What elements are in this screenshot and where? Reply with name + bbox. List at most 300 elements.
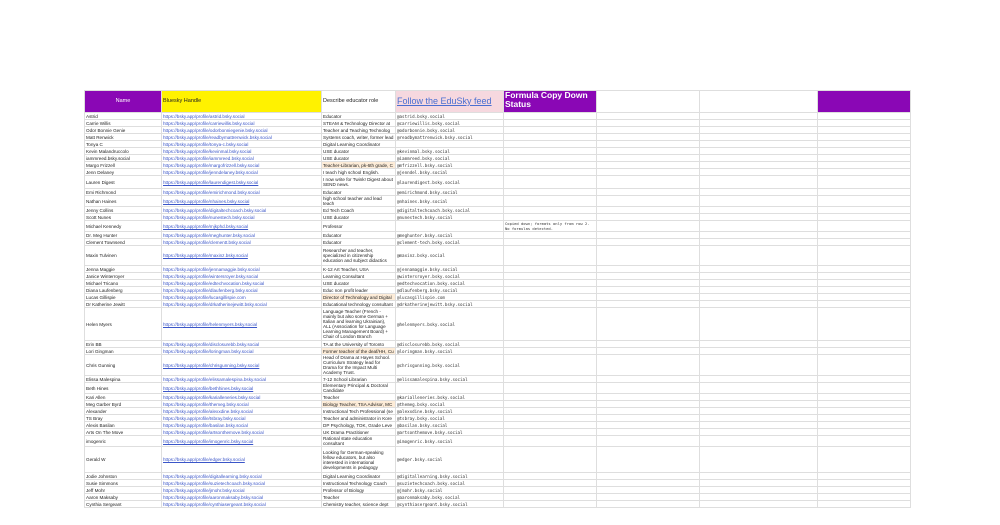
handle-link-cell[interactable]: https://bsky.app/profile/astrid.bsky.social: [162, 113, 322, 120]
formula-status-cell[interactable]: [504, 487, 597, 494]
empty-cell[interactable]: [818, 214, 911, 221]
role-cell[interactable]: Digital Learning Coordinator: [322, 141, 396, 148]
feed-handle-cell[interactable]: @jennamaggie.bsky.social: [396, 266, 504, 273]
empty-cell[interactable]: [700, 494, 818, 501]
handle-link-cell[interactable]: https://bsky.app/profile/dlaufenberg.bsky.social: [162, 287, 322, 294]
name-cell[interactable]: Lauren Digest: [85, 176, 162, 189]
empty-cell[interactable]: [818, 162, 911, 169]
feed-handle-cell[interactable]: @readbymattrenwick.bsky.social: [396, 134, 504, 141]
feed-handle-cell[interactable]: [396, 221, 504, 232]
formula-status-cell[interactable]: [504, 246, 597, 266]
handle-link-cell[interactable]: https://bsky.app/profile/jenndelaney.bsky.social: [162, 169, 322, 176]
empty-cell[interactable]: [818, 501, 911, 508]
formula-status-cell[interactable]: [504, 207, 597, 214]
empty-cell[interactable]: [700, 301, 818, 308]
handle-link-cell[interactable]: https://bsky.app/profile/tonya-c.bsky.social: [162, 141, 322, 148]
role-cell[interactable]: Learning Consultant: [322, 273, 396, 280]
empty-cell[interactable]: [818, 287, 911, 294]
formula-status-cell[interactable]: [504, 232, 597, 239]
empty-cell[interactable]: [597, 280, 700, 287]
name-cell[interactable]: Chris Gunning: [85, 355, 162, 376]
name-cell[interactable]: iammreed.bsky.social: [85, 155, 162, 162]
name-cell[interactable]: Gerald W: [85, 447, 162, 473]
empty-cell[interactable]: [700, 169, 818, 176]
formula-status-cell[interactable]: Copied down; formats only from row 2. No formulas detected.: [504, 221, 597, 232]
formula-status-cell[interactable]: [504, 401, 597, 408]
role-cell[interactable]: Teacher and administrator in Kore: [322, 415, 396, 422]
formula-status-cell[interactable]: [504, 176, 597, 189]
empty-cell[interactable]: [700, 266, 818, 273]
name-cell[interactable]: Alexander: [85, 408, 162, 415]
empty-cell[interactable]: [818, 383, 911, 394]
name-cell[interactable]: Erin BB: [85, 341, 162, 348]
handle-link-cell[interactable]: https://bsky.app/profile/alexxdine.bsky.social: [162, 408, 322, 415]
name-cell[interactable]: Dr. Meg Hunter: [85, 232, 162, 239]
empty-cell[interactable]: [597, 155, 700, 162]
empty-cell[interactable]: [597, 341, 700, 348]
handle-link-cell[interactable]: https://bsky.app/profile/artsonthemove.bsky.social: [162, 429, 322, 436]
empty-cell[interactable]: [818, 127, 911, 134]
empty-cell[interactable]: [700, 447, 818, 473]
formula-status-cell[interactable]: [504, 196, 597, 207]
empty-cell[interactable]: [818, 169, 911, 176]
empty-cell[interactable]: [700, 383, 818, 394]
formula-status-cell[interactable]: [504, 376, 597, 383]
empty-cell[interactable]: [818, 120, 911, 127]
empty-cell[interactable]: [597, 196, 700, 207]
name-cell[interactable]: Maxin Tulvinen: [85, 246, 162, 266]
empty-cell[interactable]: [818, 301, 911, 308]
empty-cell[interactable]: [597, 266, 700, 273]
feed-handle-cell[interactable]: @loringman.bsky.social: [396, 348, 504, 355]
empty-cell[interactable]: [597, 401, 700, 408]
name-cell[interactable]: Scott Nunes: [85, 214, 162, 221]
handle-link-cell[interactable]: https://bsky.app/profile/digitaltechcoach.bsky.social: [162, 207, 322, 214]
role-cell[interactable]: Instructional Technology Coach: [322, 480, 396, 487]
name-cell[interactable]: imogenric: [85, 436, 162, 447]
role-cell[interactable]: Teacher-Librarian, pk-6th grade, C: [322, 162, 396, 169]
header-empty-cell[interactable]: [597, 91, 700, 113]
empty-cell[interactable]: [700, 162, 818, 169]
empty-cell[interactable]: [700, 221, 818, 232]
empty-cell[interactable]: [597, 494, 700, 501]
empty-cell[interactable]: [597, 113, 700, 120]
name-cell[interactable]: Michael Kennedy: [85, 221, 162, 232]
empty-cell[interactable]: [597, 134, 700, 141]
feed-handle-cell[interactable]: @emirichmond.bsky.social: [396, 189, 504, 196]
formula-status-cell[interactable]: [504, 480, 597, 487]
follow-edusky-feed-link[interactable]: Follow the EduSky feed: [396, 91, 504, 113]
empty-cell[interactable]: [818, 141, 911, 148]
empty-cell[interactable]: [818, 436, 911, 447]
feed-handle-cell[interactable]: @karialleneries.bsky.social: [396, 394, 504, 401]
handle-link-cell[interactable]: https://bsky.app/profile/aaronmaksaby.bsky.social: [162, 494, 322, 501]
feed-handle-cell[interactable]: @elissamalespina.bsky.social: [396, 376, 504, 383]
empty-cell[interactable]: [597, 348, 700, 355]
name-cell[interactable]: Margo Frizzell: [85, 162, 162, 169]
feed-handle-cell[interactable]: @nunestech.bsky.social: [396, 214, 504, 221]
formula-status-cell[interactable]: [504, 473, 597, 480]
empty-cell[interactable]: [818, 196, 911, 207]
name-cell[interactable]: Aaron Maksaby: [85, 494, 162, 501]
role-cell[interactable]: 7-12 School Librarian: [322, 376, 396, 383]
handle-link-cell[interactable]: https://bsky.app/profile/kevinmal.bsky.social: [162, 148, 322, 155]
empty-cell[interactable]: [700, 214, 818, 221]
formula-status-cell[interactable]: [504, 422, 597, 429]
formula-status-cell[interactable]: [504, 113, 597, 120]
role-cell[interactable]: Teacher: [322, 394, 396, 401]
name-cell[interactable]: Arts On The Move: [85, 429, 162, 436]
formula-status-cell[interactable]: [504, 141, 597, 148]
empty-cell[interactable]: [597, 189, 700, 196]
role-cell[interactable]: Looking for German-speaking fellow educators, but also interested in international developments in pedagogy: [322, 447, 396, 473]
handle-link-cell[interactable]: https://bsky.app/profile/meghunter.bsky.social: [162, 232, 322, 239]
handle-link-cell[interactable]: https://bsky.app/profile/mjkphd.bsky.social: [162, 221, 322, 232]
role-cell[interactable]: Educator: [322, 239, 396, 246]
empty-cell[interactable]: [597, 473, 700, 480]
formula-status-cell[interactable]: [504, 127, 597, 134]
empty-cell[interactable]: [818, 415, 911, 422]
empty-cell[interactable]: [700, 196, 818, 207]
role-cell[interactable]: Director of Technology and Digital: [322, 294, 396, 301]
feed-handle-cell[interactable]: @edger.bsky.social: [396, 447, 504, 473]
empty-cell[interactable]: [700, 348, 818, 355]
empty-cell[interactable]: [597, 422, 700, 429]
role-cell[interactable]: Teacher: [322, 494, 396, 501]
formula-status-cell[interactable]: [504, 383, 597, 394]
empty-cell[interactable]: [597, 394, 700, 401]
role-cell[interactable]: Researcher and teacher, specialized in citizenship education and subject didactics: [322, 246, 396, 266]
feed-handle-cell[interactable]: @digitallearning.bsky.social: [396, 473, 504, 480]
empty-cell[interactable]: [597, 169, 700, 176]
feed-handle-cell[interactable]: @odorbonnie.bsky.social: [396, 127, 504, 134]
empty-cell[interactable]: [700, 422, 818, 429]
role-cell[interactable]: USE ducator: [322, 155, 396, 162]
empty-cell[interactable]: [818, 429, 911, 436]
role-cell[interactable]: Teacher and Teaching Technolog: [322, 127, 396, 134]
name-cell[interactable]: Susie Simmons: [85, 480, 162, 487]
handle-link-cell[interactable]: https://bsky.app/profile/maxinz.bsky.social: [162, 246, 322, 266]
handle-link-cell[interactable]: https://bsky.app/profile/karialleneries.bsky.social: [162, 394, 322, 401]
feed-handle-cell[interactable]: @edtechvocation.bsky.social: [396, 280, 504, 287]
handle-link-cell[interactable]: https://bsky.app/profile/nhaines.bsky.social: [162, 196, 322, 207]
role-cell[interactable]: Educator: [322, 232, 396, 239]
formula-status-cell[interactable]: [504, 280, 597, 287]
feed-handle-cell[interactable]: @iammreed.bsky.social: [396, 155, 504, 162]
handle-link-cell[interactable]: https://bsky.app/profile/edger.bsky.social: [162, 447, 322, 473]
formula-status-cell[interactable]: [504, 273, 597, 280]
name-cell[interactable]: Astrid: [85, 113, 162, 120]
empty-cell[interactable]: [700, 341, 818, 348]
feed-handle-cell[interactable]: [396, 383, 504, 394]
empty-cell[interactable]: [818, 246, 911, 266]
empty-cell[interactable]: [700, 207, 818, 214]
name-cell[interactable]: Jenn Delaney: [85, 169, 162, 176]
empty-cell[interactable]: [597, 383, 700, 394]
empty-cell[interactable]: [597, 120, 700, 127]
name-cell[interactable]: Nathan Haines: [85, 196, 162, 207]
formula-status-cell[interactable]: [504, 341, 597, 348]
empty-cell[interactable]: [818, 394, 911, 401]
role-cell[interactable]: Educator: [322, 113, 396, 120]
empty-cell[interactable]: [700, 113, 818, 120]
empty-cell[interactable]: [597, 429, 700, 436]
feed-handle-cell[interactable]: @digitaltechcoach.bsky.social: [396, 207, 504, 214]
empty-cell[interactable]: [597, 214, 700, 221]
empty-cell[interactable]: [818, 273, 911, 280]
formula-status-cell[interactable]: [504, 169, 597, 176]
handle-link-cell[interactable]: https://bsky.app/profile/emirichmond.bsky.social: [162, 189, 322, 196]
feed-handle-cell[interactable]: @themeg.bsky.social: [396, 401, 504, 408]
empty-cell[interactable]: [597, 447, 700, 473]
empty-cell[interactable]: [700, 127, 818, 134]
empty-cell[interactable]: [597, 415, 700, 422]
empty-cell[interactable]: [700, 308, 818, 341]
empty-cell[interactable]: [597, 287, 700, 294]
feed-handle-cell[interactable]: @artsonthemove.bsky.social: [396, 429, 504, 436]
handle-link-cell[interactable]: https://bsky.app/profile/wintersroyer.bsky.social: [162, 273, 322, 280]
role-cell[interactable]: Professor: [322, 221, 396, 232]
feed-handle-cell[interactable]: @suzietechcoach.bsky.social: [396, 480, 504, 487]
role-cell[interactable]: Language Teacher (French - mainly but also some German + Italian and learning Ukrainian), ALL (Association for Language Learning Management Board) + Chair of London Branch: [322, 308, 396, 341]
empty-cell[interactable]: [700, 415, 818, 422]
feed-handle-cell[interactable]: @chrisgunning.bsky.social: [396, 355, 504, 376]
handle-link-cell[interactable]: https://bsky.app/profile/odorbonniegenie.bsky.social: [162, 127, 322, 134]
formula-status-cell[interactable]: [504, 436, 597, 447]
empty-cell[interactable]: [818, 401, 911, 408]
empty-cell[interactable]: [700, 148, 818, 155]
handle-link-cell[interactable]: https://bsky.app/profile/bethhines.bsky.social: [162, 383, 322, 394]
empty-cell[interactable]: [700, 501, 818, 508]
feed-handle-cell[interactable]: @laurendigest.bsky.social: [396, 176, 504, 189]
header-empty-cell[interactable]: [700, 91, 818, 113]
empty-cell[interactable]: [700, 155, 818, 162]
formula-status-cell[interactable]: [504, 189, 597, 196]
feed-handle-cell[interactable]: @clement-tech.bsky.social: [396, 239, 504, 246]
handle-link-cell[interactable]: https://bsky.app/profile/iammreed.bsky.social: [162, 155, 322, 162]
empty-cell[interactable]: [818, 134, 911, 141]
empty-cell[interactable]: [700, 189, 818, 196]
empty-cell[interactable]: [818, 232, 911, 239]
empty-cell[interactable]: [818, 189, 911, 196]
name-cell[interactable]: Matt Renwick: [85, 134, 162, 141]
empty-cell[interactable]: [597, 301, 700, 308]
empty-cell[interactable]: [597, 480, 700, 487]
handle-link-cell[interactable]: https://bsky.app/profile/chrisgunning.bsky.social: [162, 355, 322, 376]
handle-link-cell[interactable]: https://bsky.app/profile/digitallearning.bsky.social: [162, 473, 322, 480]
formula-status-cell[interactable]: [504, 394, 597, 401]
name-cell[interactable]: Carrie Willis: [85, 120, 162, 127]
role-cell[interactable]: K-12 Art Teacher, USA: [322, 266, 396, 273]
formula-status-cell[interactable]: [504, 134, 597, 141]
role-cell[interactable]: USE ducator: [322, 148, 396, 155]
feed-handle-cell[interactable]: @astrid.bsky.social: [396, 113, 504, 120]
feed-handle-cell[interactable]: @tsbray.bsky.social: [396, 415, 504, 422]
name-cell[interactable]: Meg Garber Byrd: [85, 401, 162, 408]
role-cell[interactable]: Former teacher of the deaf/HH, Cu: [323, 348, 394, 354]
handle-link-cell[interactable]: https://bsky.app/profile/cynthiasergeant.bsky.social: [162, 501, 322, 508]
empty-cell[interactable]: [700, 280, 818, 287]
empty-cell[interactable]: [597, 141, 700, 148]
formula-status-cell[interactable]: [504, 348, 597, 355]
name-cell[interactable]: Dr Katherine Jewitt: [85, 301, 162, 308]
role-cell[interactable]: Digital Learning Coordinator: [322, 473, 396, 480]
empty-cell[interactable]: [597, 376, 700, 383]
name-cell[interactable]: Kari Allen: [85, 394, 162, 401]
handle-link-cell[interactable]: https://bsky.app/profile/suzietechcoach.bsky.social: [162, 480, 322, 487]
empty-cell[interactable]: [700, 487, 818, 494]
empty-cell[interactable]: [597, 239, 700, 246]
role-cell[interactable]: Elementary Principal & Doctoral Candidate: [322, 383, 396, 394]
empty-cell[interactable]: [818, 355, 911, 376]
empty-cell[interactable]: [597, 232, 700, 239]
name-cell[interactable]: Michael Tricano: [85, 280, 162, 287]
name-cell[interactable]: Jenna Maggie: [85, 266, 162, 273]
handle-link-cell[interactable]: https://bsky.app/profile/lucasgillispie.com: [162, 294, 322, 301]
feed-handle-cell[interactable]: @drkatherinejewitt.bsky.social: [396, 301, 504, 308]
empty-cell[interactable]: [818, 294, 911, 301]
name-cell[interactable]: Alexis Basilan: [85, 422, 162, 429]
feed-handle-cell[interactable]: @aaronmaksaby.bsky.social: [396, 494, 504, 501]
empty-cell[interactable]: [700, 176, 818, 189]
handle-link-cell[interactable]: https://bsky.app/profile/nunestech.bsky.social: [162, 214, 322, 221]
formula-status-cell[interactable]: [504, 408, 597, 415]
empty-cell[interactable]: [700, 401, 818, 408]
formula-status-cell[interactable]: [504, 155, 597, 162]
name-cell[interactable]: Cynthia Sergeant: [85, 501, 162, 508]
handle-link-cell[interactable]: https://bsky.app/profile/carriewillis.bsky.social: [162, 120, 322, 127]
handle-link-cell[interactable]: https://bsky.app/profile/drkatherinejewitt.bsky.social: [162, 301, 322, 308]
feed-handle-cell[interactable]: @carriewillis.bsky.social: [396, 120, 504, 127]
empty-cell[interactable]: [818, 239, 911, 246]
name-cell[interactable]: Lori Gingman: [85, 348, 162, 355]
empty-cell[interactable]: [818, 113, 911, 120]
empty-cell[interactable]: [700, 134, 818, 141]
name-cell[interactable]: Emi Richmond: [85, 189, 162, 196]
empty-cell[interactable]: [818, 207, 911, 214]
handle-link-cell[interactable]: https://bsky.app/profile/clementt.bsky.social: [162, 239, 322, 246]
role-cell[interactable]: Educ non profit leader: [322, 287, 396, 294]
header-formula-copy-down-status[interactable]: Formula Copy Down Status: [504, 91, 597, 113]
name-cell[interactable]: Lucas Gillispie: [85, 294, 162, 301]
empty-cell[interactable]: [700, 287, 818, 294]
role-cell[interactable]: USE ducator: [322, 280, 396, 287]
role-cell[interactable]: Ed Tech Coach: [322, 207, 396, 214]
feed-handle-cell[interactable]: @helenmyers.bsky.social: [396, 308, 504, 341]
role-cell[interactable]: Biology Teacher, TSA Advisor, MC: [322, 401, 396, 408]
name-cell[interactable]: Diana Laufenberg: [85, 287, 162, 294]
formula-status-cell[interactable]: [504, 429, 597, 436]
empty-cell[interactable]: [597, 176, 700, 189]
feed-handle-cell[interactable]: @lucasgillispie.com: [396, 294, 504, 301]
name-cell[interactable]: Jenny Collins: [85, 207, 162, 214]
empty-cell[interactable]: [700, 120, 818, 127]
header-name[interactable]: Name: [85, 91, 162, 113]
empty-cell[interactable]: [818, 494, 911, 501]
handle-link-cell[interactable]: https://bsky.app/profile/readbymattrenwick.bsky.social: [162, 134, 322, 141]
formula-status-cell[interactable]: [504, 162, 597, 169]
formula-status-cell[interactable]: [504, 415, 597, 422]
empty-cell[interactable]: [597, 436, 700, 447]
handle-link-cell[interactable]: https://bsky.app/profile/elissamalespina.bsky.social: [162, 376, 322, 383]
feed-handle-cell[interactable]: @cynthiasergeant.bsky.social: [396, 501, 504, 508]
empty-cell[interactable]: [818, 487, 911, 494]
empty-cell[interactable]: [597, 127, 700, 134]
header-purple-cell[interactable]: [818, 91, 911, 113]
name-cell[interactable]: Jodie Johnston: [85, 473, 162, 480]
name-cell[interactable]: Jeff Mohr: [85, 487, 162, 494]
formula-status-cell[interactable]: [504, 120, 597, 127]
empty-cell[interactable]: [818, 266, 911, 273]
empty-cell[interactable]: [700, 355, 818, 376]
empty-cell[interactable]: [597, 408, 700, 415]
name-cell[interactable]: Helen Myers: [85, 308, 162, 341]
formula-status-cell[interactable]: [504, 447, 597, 473]
role-cell[interactable]: STEAM & Technology Director at: [322, 120, 396, 127]
empty-cell[interactable]: [597, 246, 700, 266]
role-cell[interactable]: Rational state education consultant: [322, 436, 396, 447]
handle-link-cell[interactable]: https://bsky.app/profile/imogenric.bsky.social: [162, 436, 322, 447]
empty-cell[interactable]: [700, 273, 818, 280]
empty-cell[interactable]: [597, 355, 700, 376]
empty-cell[interactable]: [818, 341, 911, 348]
empty-cell[interactable]: [700, 141, 818, 148]
role-cell[interactable]: TA at the University of Toronto: [322, 341, 396, 348]
empty-cell[interactable]: [818, 155, 911, 162]
empty-cell[interactable]: [700, 232, 818, 239]
header-bluesky-handle[interactable]: Bluesky Handle: [162, 91, 322, 113]
role-cell[interactable]: UK Drama Practitioner: [322, 429, 396, 436]
feed-handle-cell[interactable]: @nhaines.bsky.social: [396, 196, 504, 207]
header-describe-role[interactable]: Describe educator role: [322, 91, 396, 113]
empty-cell[interactable]: [700, 408, 818, 415]
formula-status-cell[interactable]: [504, 294, 597, 301]
feed-handle-cell[interactable]: @basilan.bsky.social: [396, 422, 504, 429]
empty-cell[interactable]: [597, 273, 700, 280]
empty-cell[interactable]: [818, 176, 911, 189]
role-cell[interactable]: Systems coach, writer, former lead: [322, 134, 396, 141]
empty-cell[interactable]: [597, 308, 700, 341]
name-cell[interactable]: Elissa Malespina: [85, 376, 162, 383]
empty-cell[interactable]: [597, 501, 700, 508]
empty-cell[interactable]: [818, 447, 911, 473]
feed-handle-cell[interactable]: @dlaufenberg.bsky.social: [396, 287, 504, 294]
empty-cell[interactable]: [818, 422, 911, 429]
empty-cell[interactable]: [700, 480, 818, 487]
feed-handle-cell[interactable]: @maxinz.bsky.social: [396, 246, 504, 266]
feed-handle-cell[interactable]: @wintersroyer.bsky.social: [396, 273, 504, 280]
handle-link-cell[interactable]: https://bsky.app/profile/loringman.bsky.social: [162, 348, 322, 355]
name-cell[interactable]: Beth Hines: [85, 383, 162, 394]
formula-status-cell[interactable]: [504, 287, 597, 294]
empty-cell[interactable]: [818, 473, 911, 480]
empty-cell[interactable]: [700, 294, 818, 301]
empty-cell[interactable]: [597, 294, 700, 301]
handle-link-cell[interactable]: https://bsky.app/profile/themeg.bsky.social: [162, 401, 322, 408]
role-cell[interactable]: Professor of Biology: [322, 487, 396, 494]
name-cell[interactable]: Janice Winterroyer: [85, 273, 162, 280]
formula-status-cell[interactable]: [504, 239, 597, 246]
feed-handle-cell[interactable]: @meghunter.bsky.social: [396, 232, 504, 239]
name-cell[interactable]: Odor Bonnie Genie: [85, 127, 162, 134]
feed-handle-cell[interactable]: @jenndel.bsky.social: [396, 169, 504, 176]
feed-handle-cell[interactable]: @mfrizzell.bsky.social: [396, 162, 504, 169]
role-cell[interactable]: Chemistry teacher, science dept: [322, 501, 396, 508]
name-cell[interactable]: TS Bray: [85, 415, 162, 422]
empty-cell[interactable]: [700, 429, 818, 436]
role-cell[interactable]: Head of Drama at Hayes School. Curriculum Strategy lead for Drama for the Impact Multi Academy Trust.: [322, 355, 396, 376]
formula-status-cell[interactable]: [504, 494, 597, 501]
